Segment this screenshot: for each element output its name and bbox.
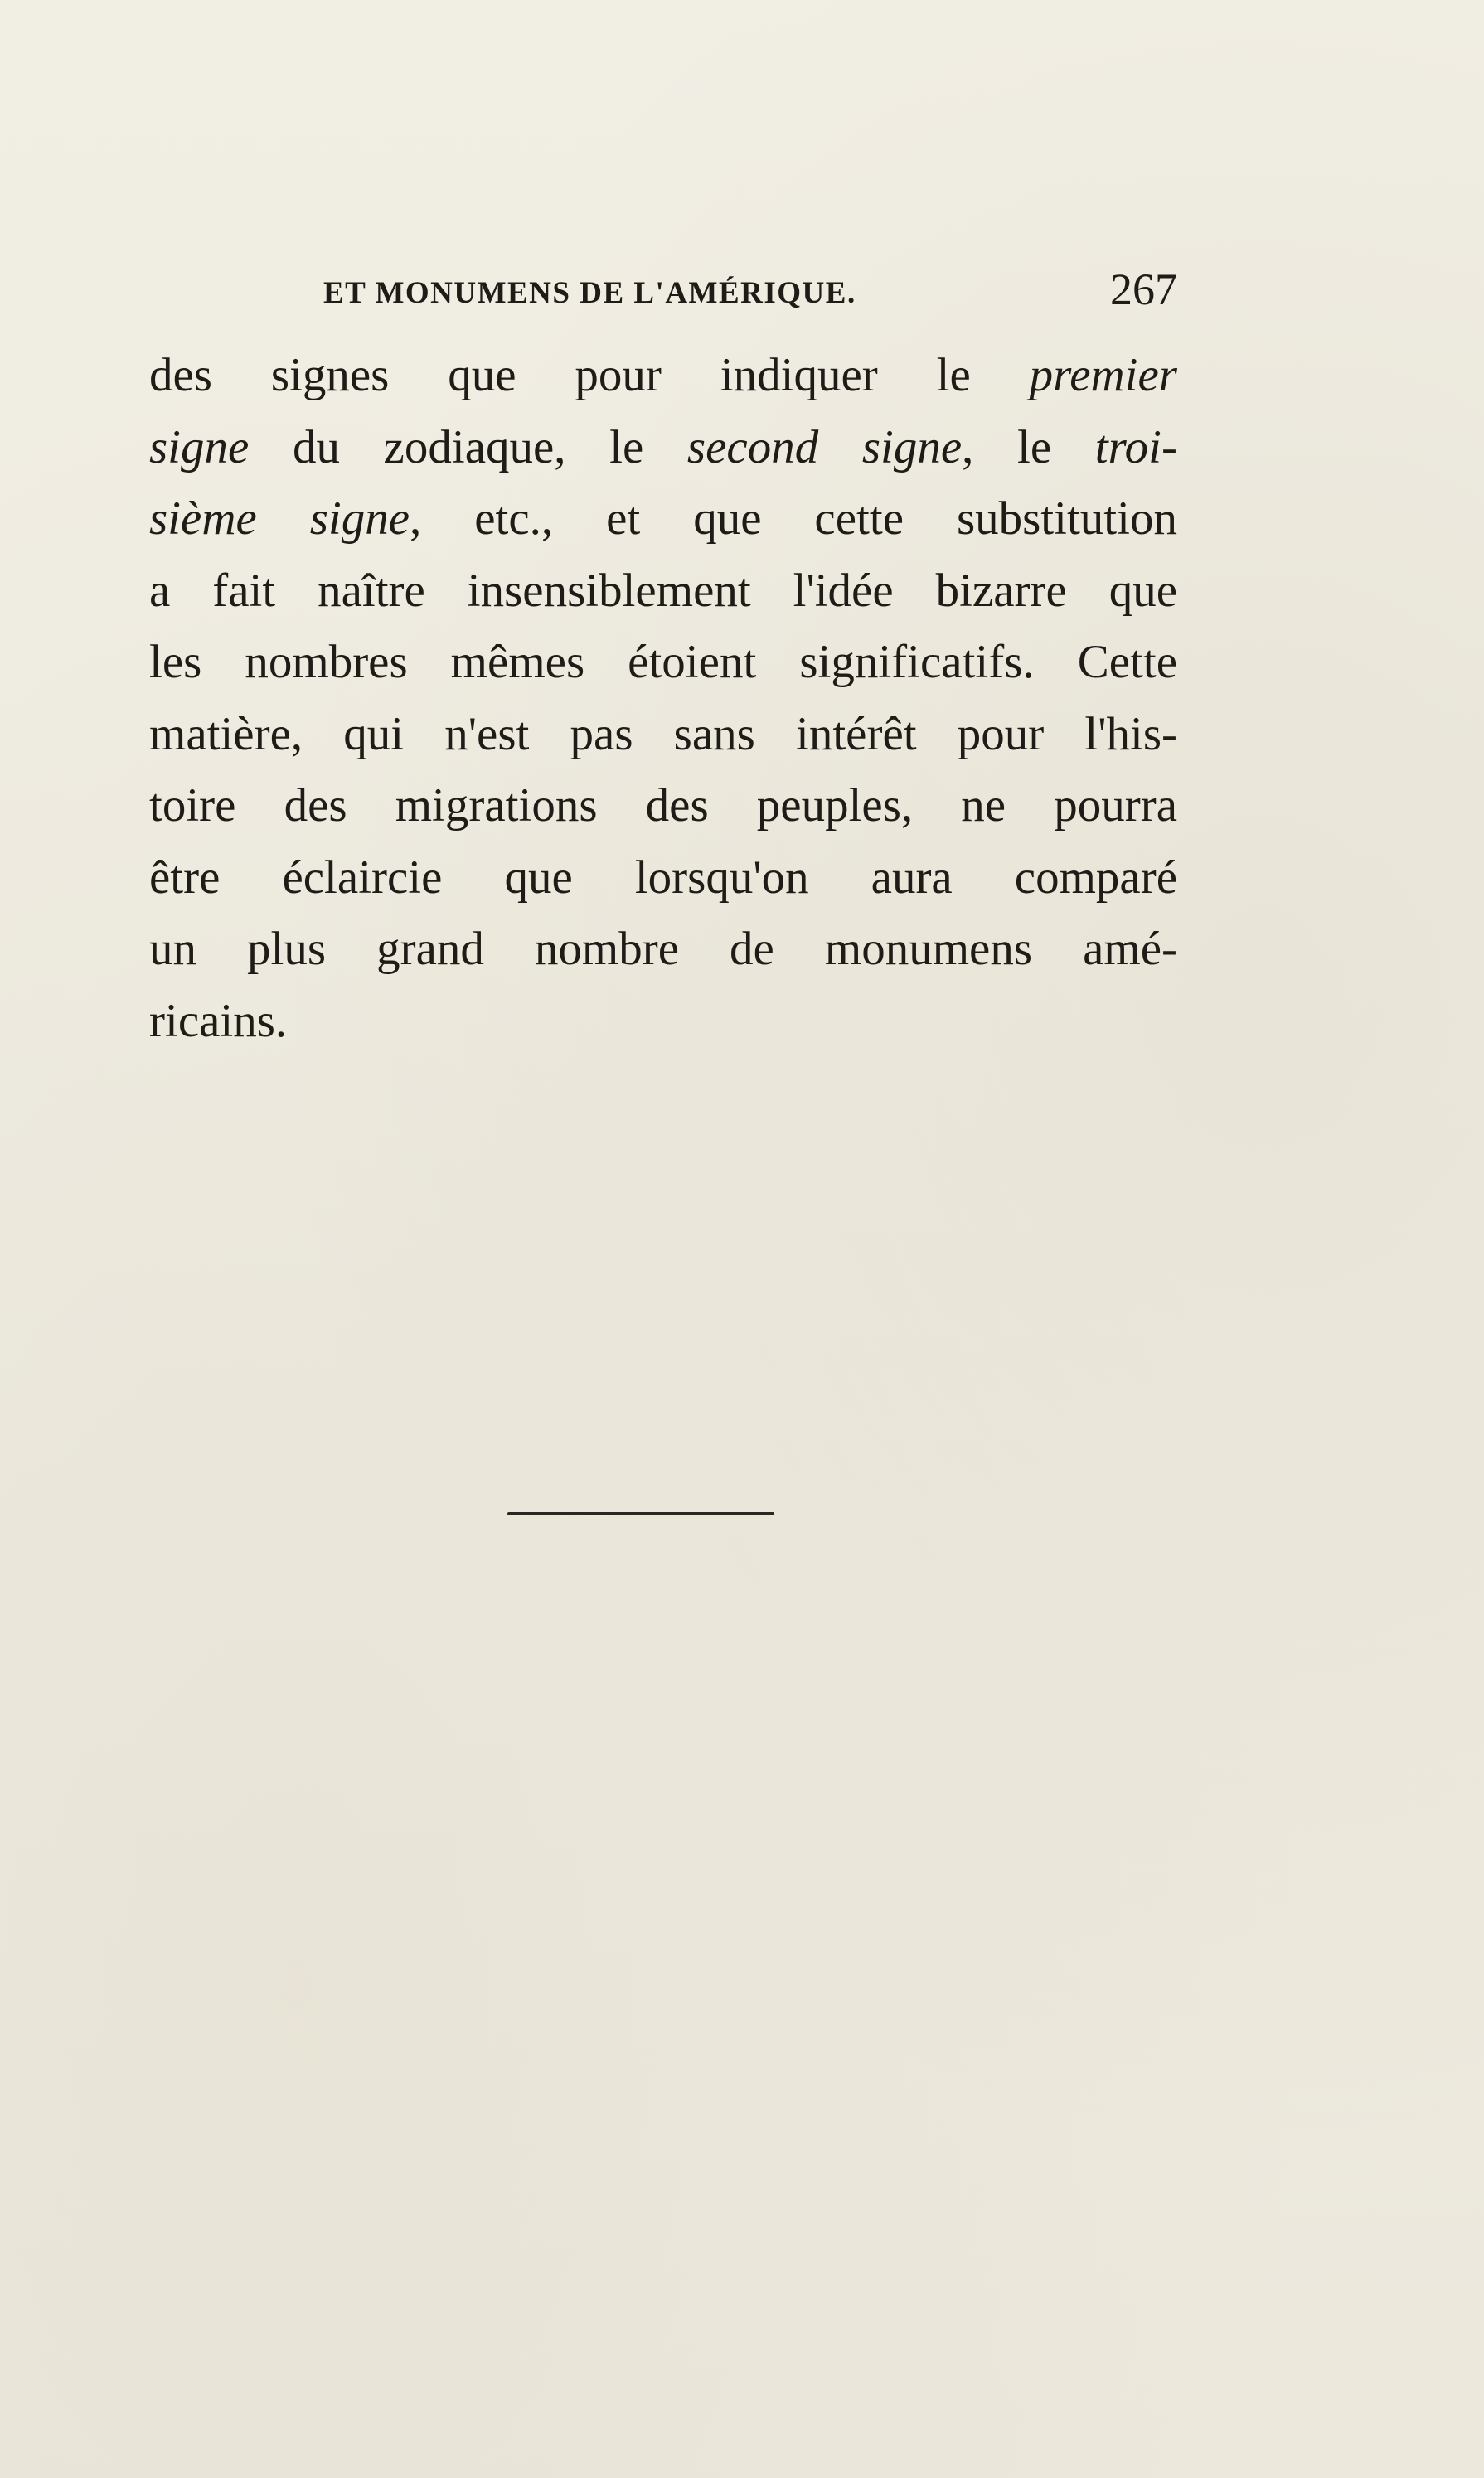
text-line	[149, 483, 1177, 555]
text-line	[149, 842, 1177, 914]
text-run: ricains.	[149, 994, 288, 1047]
text-run: , etc., et que cette substitution	[410, 492, 1177, 545]
text-run: matière, qui n'est pas sans intérêt pour l'his-	[149, 707, 1177, 760]
text-run: être éclaircie que lorsqu'on aura comparé	[149, 851, 1177, 904]
italic-text: signe	[149, 420, 250, 473]
text-line	[149, 412, 1177, 484]
text-line	[149, 699, 1177, 771]
italic-text: sième signe	[149, 492, 410, 545]
section-end-rule	[507, 1512, 774, 1515]
body-text	[149, 340, 1177, 1057]
text-run: a fait naître insensiblement l'idée bizarre que	[149, 564, 1177, 617]
text-line	[149, 914, 1177, 986]
text-line	[149, 627, 1177, 699]
running-head: ET MONUMENS DE L'AMÉRIQUE.	[323, 276, 856, 310]
text-line	[149, 986, 1177, 1058]
page-number: 267	[1110, 264, 1177, 314]
text-run: du zodiaque, le	[249, 420, 687, 473]
italic-text: troi-	[1094, 420, 1177, 473]
italic-text: premier	[1029, 349, 1177, 401]
text-run: un plus grand nombre de monumens amé-	[149, 923, 1177, 975]
text-line	[149, 770, 1177, 842]
text-run: , le	[962, 420, 1095, 473]
text-line	[149, 555, 1177, 628]
page-header	[323, 264, 1177, 322]
text-run: les nombres mêmes étoient significatifs. Cette	[149, 636, 1177, 688]
text-run: des signes que pour indiquer le	[149, 349, 1030, 401]
text-run: toire des migrations des peuples, ne pourra	[149, 779, 1177, 832]
italic-text: second signe	[686, 420, 963, 473]
text-line	[149, 340, 1177, 412]
